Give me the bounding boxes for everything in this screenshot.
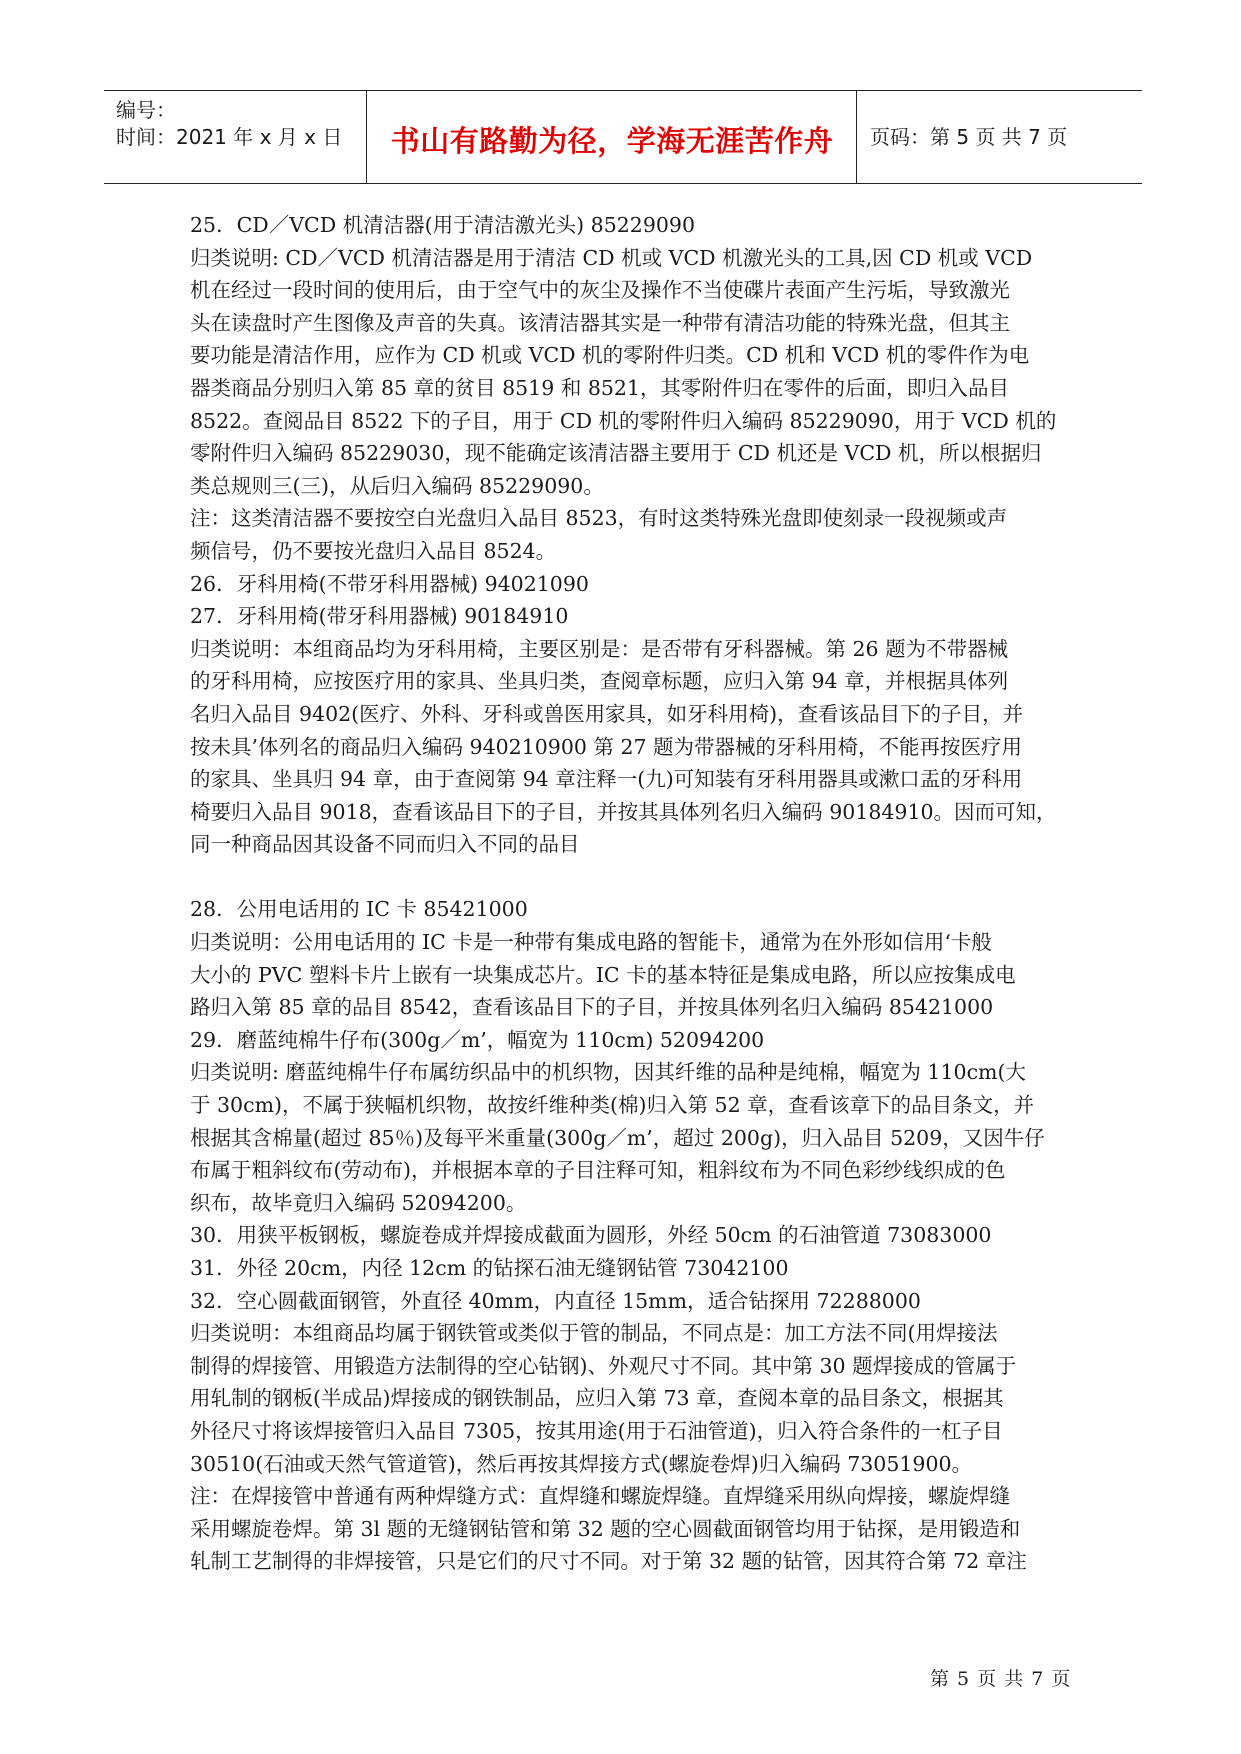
document-number-label: 编号： [116, 98, 176, 122]
text-line: 归类说明: CD／VCD 机清洁器是用于清洁 CD 机或 VCD 机激光头的工具,因 CD 机或 VCD [190, 245, 1033, 270]
text-line: 机在经过一段时间的使用后，由于空气中的灰尘及操作不当使碟片表面产生污垢，导致激光 [190, 278, 1010, 303]
text-line: 27．牙科用椅(带牙科用器械) 90184910 [190, 604, 569, 629]
text-line: 28．公用电话用的 IC 卡 85421000 [190, 897, 528, 922]
page-header [104, 90, 1142, 184]
text-line: 椅要归入品目 9018，查看该品目下的子目，并按其具体列名归入编码 90184910。因而可知， [190, 799, 1057, 824]
text-line: 器类商品分别归入第 85 章的贫目 8519 和 8521，其零附件归在零件的后面，即归入品目 [190, 375, 1010, 400]
page-footer: 第 5 页 共 7 页 [930, 1668, 1072, 1690]
text-line: 注：这类清洁器不要按空白光盘归入品目 8523，有时这类特殊光盘即使刻录一段视频或声 [190, 506, 1008, 531]
text-line: 布属于粗斜纹布(劳动布)，并根据本章的子目注释可知，粗斜纹布为不同色彩纱线织成的色 [190, 1158, 1006, 1183]
text-line: 30510(石油或天然气管道管)，然后再按其焊接方式(螺旋卷焊)归入编码 73051900。 [190, 1451, 973, 1476]
text-line: 名归入品目 9402(医疗、外科、牙科或兽医用家具，如牙科用椅)，查看该品目下的子目，并 [190, 701, 1024, 726]
text-line: 归类说明：本组商品均属于钢铁管或类似于管的制品，不同点是：加工方法不同(用焊接法 [190, 1321, 998, 1346]
text-line: 归类说明：公用电话用的 IC 卡是一种带有集成电路的智能卡，通常为在外形如信用‘卡般 [190, 930, 992, 955]
text-line: 的牙科用椅，应按医疗用的家具、坐具归类，查阅章标题，应归入第 94 章，并根据具体列 [190, 669, 1009, 694]
text-line: 类总规则三(三)，从后归入编码 85229090。 [190, 473, 604, 498]
text-line: 头在读盘时产生图像及声音的失真。该清洁器其实是一种带有清洁功能的特殊光盘，但其主 [190, 310, 1010, 335]
header-motto: 书山有路勤为径，学海无涯苦作舟 [390, 124, 834, 158]
text-line: 要功能是清洁作用，应作为 CD 机或 VCD 机的零附件归类。CD 机和 VCD 机的零件作为电 [190, 343, 1030, 368]
header-page-info: 页码：第 5 页 共 7 页 [870, 125, 1068, 149]
text-line: 外径尺寸将该焊接管归入品目 7305，按其用途(用于石油管道)，归入符合条件的一杠子目 [190, 1418, 1003, 1443]
text-line: 频信号，仍不要按光盘归入品目 8524。 [190, 538, 557, 563]
text-line: 30．用狭平板钢板，螺旋卷成并焊接成截面为圆形，外经 50cm 的石油管道 73083000 [190, 1223, 992, 1248]
text-line: 于 30cm)，不属于狭幅机织物，故按纤维种类(棉)归入第 52 章，查看该章下的品目条文，并 [190, 1093, 1035, 1118]
text-line: 的家具、坐具归 94 章，由于查阅第 94 章注释一(九)可知装有牙科用器具或漱口盂的牙科用 [190, 767, 1023, 792]
text-line: 采用螺旋卷焊。第 3l 题的无缝钢钻管和第 32 题的空心圆截面钢管均用于钻探，是用锻造和 [190, 1516, 1021, 1541]
text-line: 归类说明: 磨蓝纯棉牛仔布属纺织品中的机织物，因其纤维的品种是纯棉，幅宽为 110cm(大 [190, 1060, 1026, 1085]
document-body [190, 209, 1070, 1578]
text-line: 归类说明：本组商品均为牙科用椅，主要区别是：是否带有牙科器械。第 26 题为不带器械 [190, 636, 1009, 661]
document-date: 时间：2021 年 x 月 x 日 [116, 125, 343, 149]
text-line: 按未具’体列名的商品归入编码 940210900 第 27 题为带器械的牙科用椅，不能再按医疗用 [190, 734, 1023, 759]
text-line: 用轧制的钢板(半成品)焊接成的钢铁制品，应归入第 73 章，查阅本章的品目条文，根据其 [190, 1386, 1004, 1411]
text-line: 8522。查阅品目 8522 下的子目，用于 CD 机的零附件归入编码 85229090，用于 VCD 机的 [190, 408, 1057, 433]
text-line: 同一种商品因其设备不同而归入不同的品目 [190, 832, 580, 857]
text-line: 路归入第 85 章的品目 8542，查看该品目下的子目，并按具体列名归入编码 85421000 [190, 995, 994, 1020]
text-line: 制得的焊接管、用锻造方法制得的空心钻钢)、外观尺寸不同。其中第 30 题焊接成的管属于 [190, 1353, 1017, 1378]
text-line: 零附件归入编码 85229030，现不能确定该清洁器主要用于 CD 机还是 VCD 机，所以根据归 [190, 441, 1042, 466]
text-line: 29．磨蓝纯棉牛仔布(300g／m’，幅宽为 110cm) 52094200 [190, 1027, 765, 1052]
header-divider [366, 91, 367, 183]
blank-line [190, 861, 1070, 894]
text-line: 大小的 PVC 塑料卡片上嵌有一块集成芯片。IC 卡的基本特征是集成电路，所以应按集成电 [190, 962, 1016, 987]
text-line: 31．外径 20cm，内径 12cm 的钻探石油无缝钢钻管 73042100 [190, 1256, 789, 1280]
text-line: 轧制工艺制得的非焊接管，只是它们的尺寸不同。对于第 32 题的钻管，因其符合第 72 章注 [190, 1549, 1027, 1574]
text-line: 25．CD／VCD 机清洁器(用于清洁激光头) 85229090 [190, 213, 696, 237]
text-line: 26．牙科用椅(不带牙科用器械) 94021090 [190, 571, 589, 596]
text-line: 32．空心圆截面钢管，外直径 40mm，内直径 15mm，适合钻探用 72288000 [190, 1288, 921, 1313]
text-line: 根据其含棉量(超过 85％)及每平米重量(300g／m’，超过 200g)，归入品目 5209，又因牛仔 [190, 1125, 1045, 1150]
text-line: 注：在焊接管中普通有两种焊缝方式：直焊缝和螺旋焊缝。直焊缝采用纵向焊接，螺旋焊缝 [190, 1484, 1010, 1509]
text-line: 织布，故毕竟归入编码 52094200。 [190, 1190, 527, 1215]
header-divider [856, 91, 857, 183]
